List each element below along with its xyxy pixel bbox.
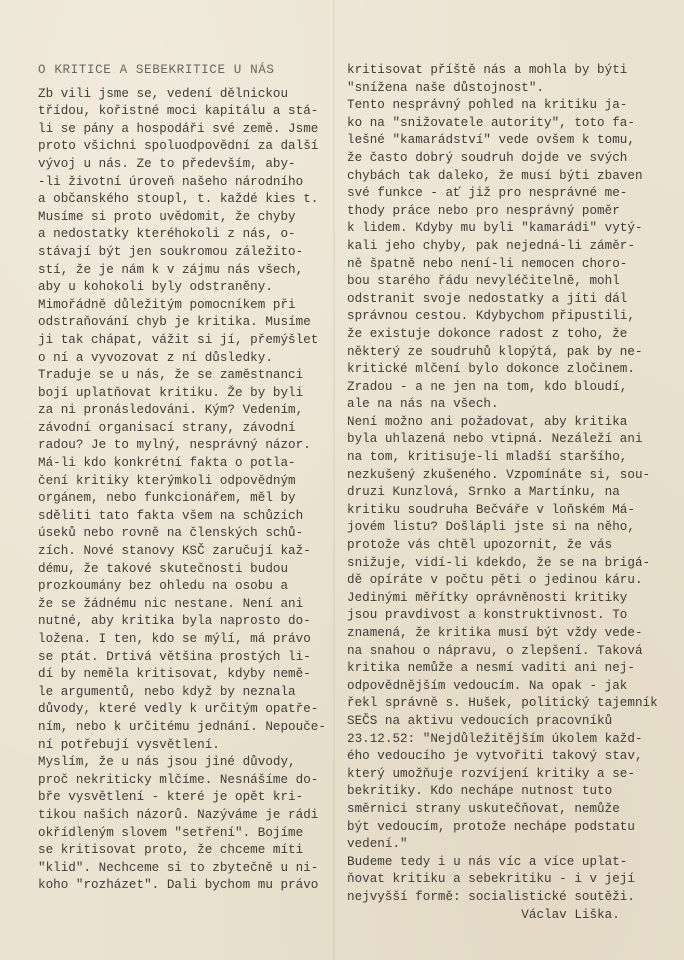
text-line: své funkce - ať již pro nesprávné me- xyxy=(347,186,628,201)
text-line: závodní organisací strany, závodní xyxy=(38,420,296,435)
text-line: řekl správně s. Hušek, politický tajemník xyxy=(347,696,658,711)
text-line: znamená, že kritika musí být vždy vede- xyxy=(347,626,643,640)
text-line: dě opíráte v počtu pěti o jedinou káru. xyxy=(347,573,643,588)
text-line: odstraňování chyb je kritika. Musíme xyxy=(38,315,311,330)
text-line: odpovědnějším vedoucím. Na opak - jak xyxy=(347,678,628,693)
text-line: byla uhlazená nebo vtipná. Nezáleží ani xyxy=(347,432,643,447)
author-name: Václav Liška. xyxy=(521,907,620,922)
text-line: a občanského stoupl, t. každé kies t. xyxy=(38,192,319,207)
text-line: ní potřebují vysvětlení. xyxy=(38,737,220,752)
text-line: -li životní úroveň našeho národního xyxy=(38,174,304,189)
text-line: zích. Nové stanovy KSČ zaručují kaž- xyxy=(38,544,311,559)
text-line: Mimořádně důležitým pomocníkem při xyxy=(38,297,296,312)
text-line: směrnici strany uskutečňovat, nemůže xyxy=(347,801,620,816)
text-line: chybách tak daleko, že musí býti zbaven xyxy=(347,168,643,183)
text-line: o ní a vyvozovat z ní důsledky. xyxy=(38,350,273,365)
text-line: odstranit svoje nedostatky a jíti dál xyxy=(347,291,628,306)
text-line: prozkoumány bez ohledu na osobu a xyxy=(38,579,289,594)
text-line: kritické mlčení bylo dokonce zločinem. xyxy=(347,362,635,377)
left-column-text xyxy=(38,86,324,895)
text-line: stí, že je nám k v zájmu nás všech, xyxy=(38,262,304,277)
text-line: koho "rozházet". Dali bychom mu právo xyxy=(38,878,319,893)
text-line: druzi Kunzlová, Srnko a Martínku, na xyxy=(347,485,620,500)
text-line: dému, že takové skutečnosti budou xyxy=(38,561,289,576)
text-line: nezkušený zkušeného. Vzpomínáte si, sou- xyxy=(347,467,651,482)
text-line: kritiku soudruha Bečváře v loňském Má- xyxy=(347,502,635,517)
text-line: protože vás chtěl upozornit, že vás xyxy=(347,538,613,553)
text-line: thody práce nebo pro nesprávný poměr xyxy=(347,203,620,218)
text-line: Zb vili jsme se, vedení dělnickou xyxy=(38,86,289,101)
text-line: za ni pronásledováni. Kým? Vedením, xyxy=(38,403,304,418)
text-line: k lidem. Kdyby mu byli "kamarádi" vytý- xyxy=(347,221,643,236)
text-line: jsou pravdivost a konstruktivnost. To xyxy=(347,608,628,623)
page-fold-crease xyxy=(333,0,335,960)
text-line: radou? Je to mylný, nesprávný názor. xyxy=(38,438,311,453)
right-column-text xyxy=(347,62,658,907)
text-line: vývoj u nás. Ze to především, aby- xyxy=(38,156,296,171)
text-line: vedení." xyxy=(347,837,408,852)
text-line: některý ze soudruhů klopýtá, pak by ne- xyxy=(347,344,643,359)
text-line: na tom, kritisuje-li mladší staršího, xyxy=(347,450,628,465)
text-line: ji tak chápat, vážit si jí, přemýšlet xyxy=(38,332,319,347)
text-line: bekritiky. Kdo nechápe nutnost tuto xyxy=(347,784,613,799)
text-line: aby u kohokoli byly odstraněny. xyxy=(38,280,273,295)
text-line: 23.12.52: "Nejdůležitějším úkolem každ- xyxy=(347,731,643,746)
text-line: SEČS na aktivu vedoucích pracovníků xyxy=(347,713,613,728)
text-line: třídou, kořistné moci kapitálu a stá- xyxy=(38,104,319,119)
text-line: který umožňuje rozvíjení kritiky a se- xyxy=(347,766,635,781)
text-line: ním, nebo k určitému jednání. Nepouče- xyxy=(38,719,326,734)
text-line: a nedostatky kteréhokoli z nás, o- xyxy=(38,227,296,242)
author-signature xyxy=(347,907,647,925)
text-line: ého vedoucího je vytvořiti takový stav, xyxy=(347,749,643,764)
text-line: se ptát. Drtivá většina prostých li- xyxy=(38,649,311,664)
text-line: snižuje, vidí-li kdekdo, že se na brigá- xyxy=(347,555,651,570)
text-line: Budeme tedy i u nás víc a více uplat- xyxy=(347,854,628,869)
text-line: že existuje dokonce radost z toho, že xyxy=(347,326,628,341)
text-line: proto všichni spoluodpovědní za další xyxy=(38,139,319,154)
text-line: úseků nebo rovně na členských schů- xyxy=(38,526,304,541)
text-line: Zradou - a ne jen na tom, kdo bloudí, xyxy=(347,379,628,394)
text-line: být vedoucím, protože nechápe podstatu xyxy=(347,819,635,834)
text-line: Traduje se u nás, že se zaměstnanci xyxy=(38,368,304,383)
text-line: le argumentů, nebo když by neznala xyxy=(38,684,296,699)
text-line: orgánem, nebo funkcionářem, měl by xyxy=(38,491,296,506)
text-line: že se žádnému nic nestane. Není ani xyxy=(38,596,304,611)
text-line: Tento nesprávný pohled na kritiku ja- xyxy=(347,98,628,113)
text-line: Má-li kdo konkrétní fakta o potla- xyxy=(38,456,296,471)
text-line: kritisovat příště nás a mohla by býti xyxy=(347,63,628,77)
text-line: čení kritiky kterýmkoli odpovědným xyxy=(38,473,296,488)
right-column xyxy=(347,62,658,924)
text-line: "snížena naše důstojnost". xyxy=(347,80,545,95)
text-line: jovém listu? Došlápli jste si na něho, xyxy=(347,520,635,535)
text-line: sděliti tato fakta všem na schůzích xyxy=(38,508,304,523)
text-line: na snahou o nápravu, o zlepšení. Taková xyxy=(347,643,643,658)
text-line: že často dobrý soudruh dojde ve svých xyxy=(347,150,628,165)
text-line: li se pány a hospodáři své země. Jsme xyxy=(38,121,319,136)
text-line: ňovat kritiku a sebekritiku - i v její xyxy=(347,872,635,887)
text-line: Myslím, že u nás jsou jiné důvody, xyxy=(38,755,296,770)
text-line: ko na "snižovatele autority", toto fa- xyxy=(347,115,635,130)
text-line: důvody, které vedly k určitým opatře- xyxy=(38,702,319,717)
left-column xyxy=(38,62,324,895)
text-line: se kritisovat proto, že chceme míti xyxy=(38,843,304,858)
text-line: kali jeho chyby, pak nejedná-li záměr- xyxy=(347,238,635,253)
text-line: Jedinými měřítky oprávněnosti kritiky xyxy=(347,590,628,605)
text-line: lešné "kamarádství" vede ovšem k tomu, xyxy=(347,133,635,148)
text-line: proč nekriticky mlčíme. Nesnášíme do- xyxy=(38,772,319,787)
text-line: kritika nemůže a nesmí vaditi ani nej- xyxy=(347,661,635,676)
text-line: stávají být jen soukromou záležito- xyxy=(38,244,304,259)
text-line: okřídleným slovem "setření". Bojíme xyxy=(38,825,304,840)
text-line: správnou cestou. Kdybychom připustili, xyxy=(347,309,635,324)
text-line: bou starého řádu nevyléčitelně, mohl xyxy=(347,274,620,289)
article-title: O KRITICE A SEBEKRITICE U NÁS xyxy=(38,63,275,77)
text-line: ale na nás na všech. xyxy=(347,397,499,412)
text-line: "klid". Nechceme si to zbytečně u ni- xyxy=(38,860,319,875)
text-line: tikou našich názorů. Nazýváme je rádi xyxy=(38,807,319,822)
text-line: dí by neměla kritisovat, kdyby nemě- xyxy=(38,667,311,682)
text-line: bojí uplatňovat kritiku. Že by byli xyxy=(38,385,304,400)
text-line: Není možno ani požadovat, aby kritika xyxy=(347,414,628,429)
text-line: nejvyšší formě: socialistické soutěži. xyxy=(347,889,635,904)
text-line: ložena. I ten, kdo se mýlí, má právo xyxy=(38,632,311,646)
text-line: Musíme si proto uvědomit, že chyby xyxy=(38,209,296,224)
text-line: ně špatně nebo není-li nemocen choro- xyxy=(347,256,628,271)
text-line: bře vysvětlení - které je opět kri- xyxy=(38,790,304,805)
text-line: nutné, aby kritika byla naprosto do- xyxy=(38,614,311,629)
